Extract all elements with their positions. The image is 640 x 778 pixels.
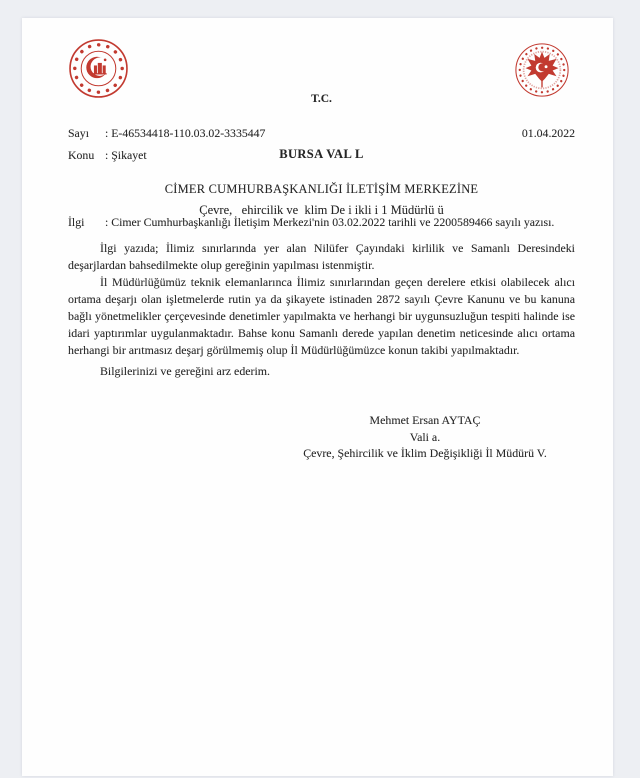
signatory-title-2: Çevre, Şehircilik ve İklim Değişikliği İl Müdürü V. — [303, 446, 547, 460]
signatory-name: Mehmet Ersan AYTAÇ — [369, 413, 481, 427]
header-office-line: BURSA VAL L — [279, 146, 364, 161]
document-date: 01.04.2022 — [521, 126, 575, 140]
body-paragraph-1: İlgi yazıda; İlimiz sınırlarında yer alan Nilüfer Çayındaki kirlilik ve Samanlı Deresindeki deşarjlardan bahsedilmekte olup gereğinin yapılması istenmiştir. — [68, 241, 575, 272]
ministry-climate-emblem-icon — [513, 41, 571, 99]
body-paragraph-2: İl Müdürlüğümüz teknik elemanlarınca İlimiz sınırlarından geçen derelere etkisi olabilecek alıcı ortama deşarjı olan işletmelerde rutin ya da şikayete istinaden 2872 sayılı Çevre Kanunu ve bu kanuna bağlı yönetmelikler çerçevesinde denetimler yapılmakta ve herhangi bir uygunsuzluğun tespiti halinde ise idari yaptırımlar uygulanmaktadır. Bahse konu Samanlı derede yapılan denetim neticesinde alıcı ortama herhangi bir arıtmasız deşarj görülmemiş olup İl Müdürlüğümüzce konun takibi yapılmaktadır. — [68, 275, 575, 357]
letter-body — [68, 240, 575, 380]
recipient-title: CİMER CUMHURBAŞKANLIĞI İLETİŞİM MERKEZİNE — [164, 182, 479, 196]
bursa-governorship-emblem-icon — [68, 38, 129, 99]
sayi-label: Sayı — [68, 126, 89, 140]
letterhead-text — [68, 18, 575, 260]
sayi-value: : E-46534418-110.03.02-3335447 — [105, 126, 266, 140]
signature-block — [275, 412, 575, 462]
konu-value: : Şikayet — [105, 148, 147, 162]
document-page — [22, 18, 613, 776]
header-tc-line: T.C. — [311, 92, 332, 105]
konu-label: Konu — [68, 148, 95, 162]
ilgi-label: İlgi — [68, 215, 85, 229]
closing-line: Bilgilerinizi ve gereğini arz ederim. — [100, 364, 271, 378]
signatory-title-1: Vali a. — [409, 429, 441, 444]
ilgi-value: : Cimer Cumhurbaşkanlığı İletişim Merkezi'nin 03.02.2022 tarihli ve 2200589466 sayılı yazısı. — [105, 215, 555, 229]
header-directorate-line: Çevre, ehircilik ve klim De i ikli i 1 Müdürlü ü — [199, 203, 444, 218]
